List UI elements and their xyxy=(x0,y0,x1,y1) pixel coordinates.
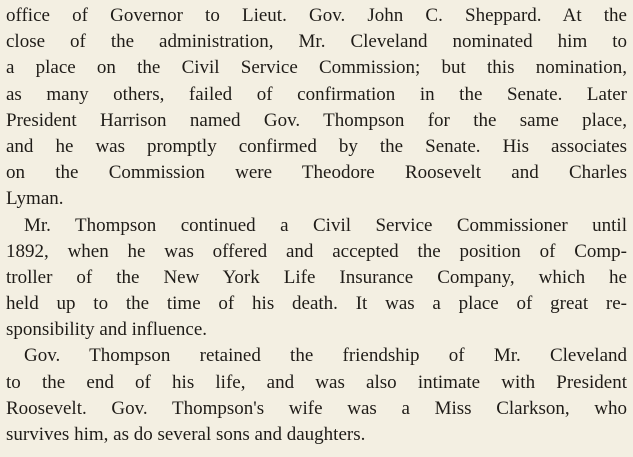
paragraph-2 xyxy=(6,213,627,344)
text-line: survives him, as do several sons and daughters. xyxy=(6,424,366,445)
text-line: office of Governor to Lieut. Gov. John C. Sheppard. At the xyxy=(6,5,627,26)
text-line: Mr. Thompson continued a Civil Service Commissioner until xyxy=(24,214,627,236)
text-line: Roosevelt. Gov. Thompson's wife was a Miss Clarkson, who xyxy=(6,397,627,419)
text-line: close of the administration, Mr. Cleveland nominated him to xyxy=(6,31,627,53)
text-line: sponsibility and influence. xyxy=(6,319,208,341)
text-line: to the end of his life, and was also intimate with President xyxy=(6,371,627,393)
text-line: troller of the New York Life Insurance Company, which he xyxy=(6,266,627,288)
paragraph-3 xyxy=(6,343,627,448)
text-line: Gov. Thompson retained the friendship of Mr. Cleveland xyxy=(24,345,627,367)
text-line: Lyman. xyxy=(6,188,64,210)
text-line: President Harrison named Gov. Thompson for the same place, xyxy=(6,109,627,131)
text-line: as many others, failed of confirmation in the Senate. Later xyxy=(6,83,627,105)
paragraph-1 xyxy=(6,3,627,213)
text-line: 1892, when he was offered and accepted the position of Comp- xyxy=(6,240,627,262)
text-line: a place on the Civil Service Commission; but this nomination, xyxy=(6,57,627,79)
text-line: and he was promptly confirmed by the Senate. His associates xyxy=(6,135,627,157)
text-line: held up to the time of his death. It was a place of great re- xyxy=(6,293,627,315)
text-line: on the Commission were Theodore Roosevelt and Charles xyxy=(6,162,627,184)
